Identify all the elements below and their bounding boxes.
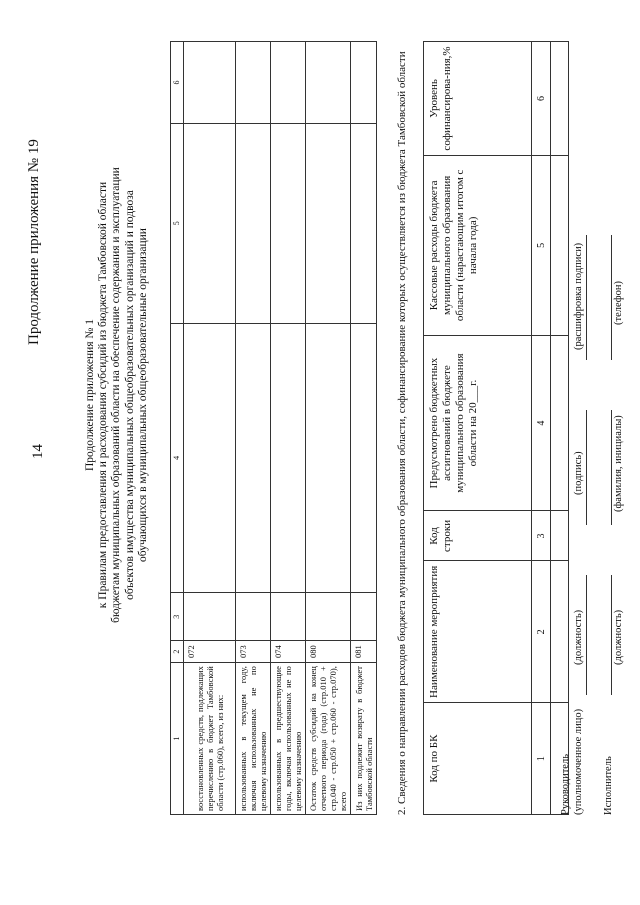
cell	[271, 593, 306, 641]
executor-position-line	[611, 575, 612, 695]
column-header: Код по БК	[424, 703, 532, 815]
signature-line	[586, 410, 587, 525]
decoding-caption: (расшифровка подписи)	[573, 242, 584, 350]
signature-caption: (подпись)	[573, 451, 584, 495]
cell	[184, 123, 236, 323]
cell	[551, 511, 569, 561]
column-number: 1	[171, 663, 184, 815]
table-row	[236, 42, 271, 815]
row-code: 072	[184, 641, 236, 663]
decoding-line	[586, 235, 587, 360]
position-caption: (должность)	[573, 609, 584, 665]
page-number: 14	[30, 444, 46, 459]
executor-position-caption: (должность)	[613, 609, 624, 665]
row-name: использованных в текущем году, включая использованных не по целевому назначению	[236, 663, 271, 815]
fullname-line	[611, 410, 612, 525]
row-code: 081	[351, 641, 377, 663]
header-line: Продолжение приложения № 1	[84, 318, 96, 472]
row-name: Из них подлежит возврату в бюджет Тамбовской области	[351, 663, 377, 815]
column-header: Уровень софинансирова-ния,%	[424, 42, 532, 156]
row-name: восстановленных средств, подлежащих перечислению в бюджет Тамбовской области (стр.060), всего, из них:	[184, 663, 236, 815]
cell	[184, 42, 236, 124]
subsidy-balance-table	[170, 41, 377, 815]
cell	[351, 593, 377, 641]
row-name: Остаток средств субсидий на конец отчетного периода (года) (стр.010 + стр.040 - стр.050 + стр.060 - стр.070), всего	[306, 663, 351, 815]
header-line: бюджетам муниципальных образований области на обеспечение содержания и эксплуатации	[110, 167, 123, 623]
column-number: 1	[532, 703, 551, 815]
appendix-title: Продолжение приложения № 19	[26, 139, 42, 345]
cell	[551, 155, 569, 335]
header-line: к Правилам предоставления и расходования субсидий из бюджета Тамбовской области	[97, 181, 110, 609]
cell	[236, 593, 271, 641]
position-line	[586, 575, 587, 695]
column-number: 4	[532, 335, 551, 511]
cell	[236, 123, 271, 323]
row-code: 073	[236, 641, 271, 663]
header-line: объектов имущества муниципальных общеобразовательных организаций и подвоза	[123, 190, 136, 600]
column-number: 6	[532, 42, 551, 156]
cell	[236, 42, 271, 124]
column-number: 6	[171, 42, 184, 124]
cell	[306, 323, 351, 593]
column-number: 4	[171, 323, 184, 593]
cell	[551, 561, 569, 703]
table-row	[306, 42, 351, 815]
table-row	[184, 42, 236, 815]
column-header: Кассовые расходы бюджета муниципального образования области (нарастающим итогом с начала года)	[424, 155, 532, 335]
cell	[271, 323, 306, 593]
executor-label: Исполнитель	[603, 756, 614, 815]
column-number: 5	[171, 123, 184, 323]
column-header: Предусмотрено бюджетных ассигнований в бюджете муниципального образования области на 20___г.	[424, 335, 532, 511]
cell	[271, 123, 306, 323]
cell	[306, 42, 351, 124]
cell	[236, 323, 271, 593]
cell	[184, 593, 236, 641]
cell	[184, 323, 236, 593]
cell	[306, 593, 351, 641]
column-number: 2	[532, 561, 551, 703]
column-number: 2	[171, 641, 184, 663]
table-row	[551, 42, 569, 815]
column-number: 3	[532, 511, 551, 561]
cell	[351, 42, 377, 124]
table-column-numbers	[171, 42, 184, 815]
column-header: Наименование мероприятия	[424, 561, 532, 703]
phone-line	[611, 235, 612, 360]
column-number: 3	[171, 593, 184, 641]
column-header: Код строки	[424, 511, 532, 561]
table-row	[271, 42, 306, 815]
cell	[271, 42, 306, 124]
section-2-title: 2. Сведения о направлении расходов бюджета муниципального образования области, софинансирование которых осуществляется из бюджета Тамбовской области	[396, 51, 408, 815]
cell	[551, 335, 569, 511]
table-row	[351, 42, 377, 815]
row-name: использованных в предшествующие годы, включая использованных не по целевому назначению	[271, 663, 306, 815]
table-column-numbers	[532, 42, 551, 815]
document-header	[84, 100, 150, 690]
cell	[351, 323, 377, 593]
column-number: 5	[532, 155, 551, 335]
phone-caption: (телефон)	[613, 281, 624, 325]
header-line: обучающихся в муниципальных общеобразовательные организации	[136, 228, 149, 562]
head-label: Руководитель	[560, 754, 571, 815]
cofinancing-table	[423, 41, 569, 815]
row-code: 080	[306, 641, 351, 663]
cell	[351, 123, 377, 323]
fullname-caption: (фамилия, инициалы)	[613, 415, 624, 512]
row-code: 074	[271, 641, 306, 663]
table-header-row	[424, 42, 532, 815]
cell	[306, 123, 351, 323]
cell	[551, 42, 569, 156]
head-sub-label: (уполномоченное лицо)	[573, 708, 584, 815]
